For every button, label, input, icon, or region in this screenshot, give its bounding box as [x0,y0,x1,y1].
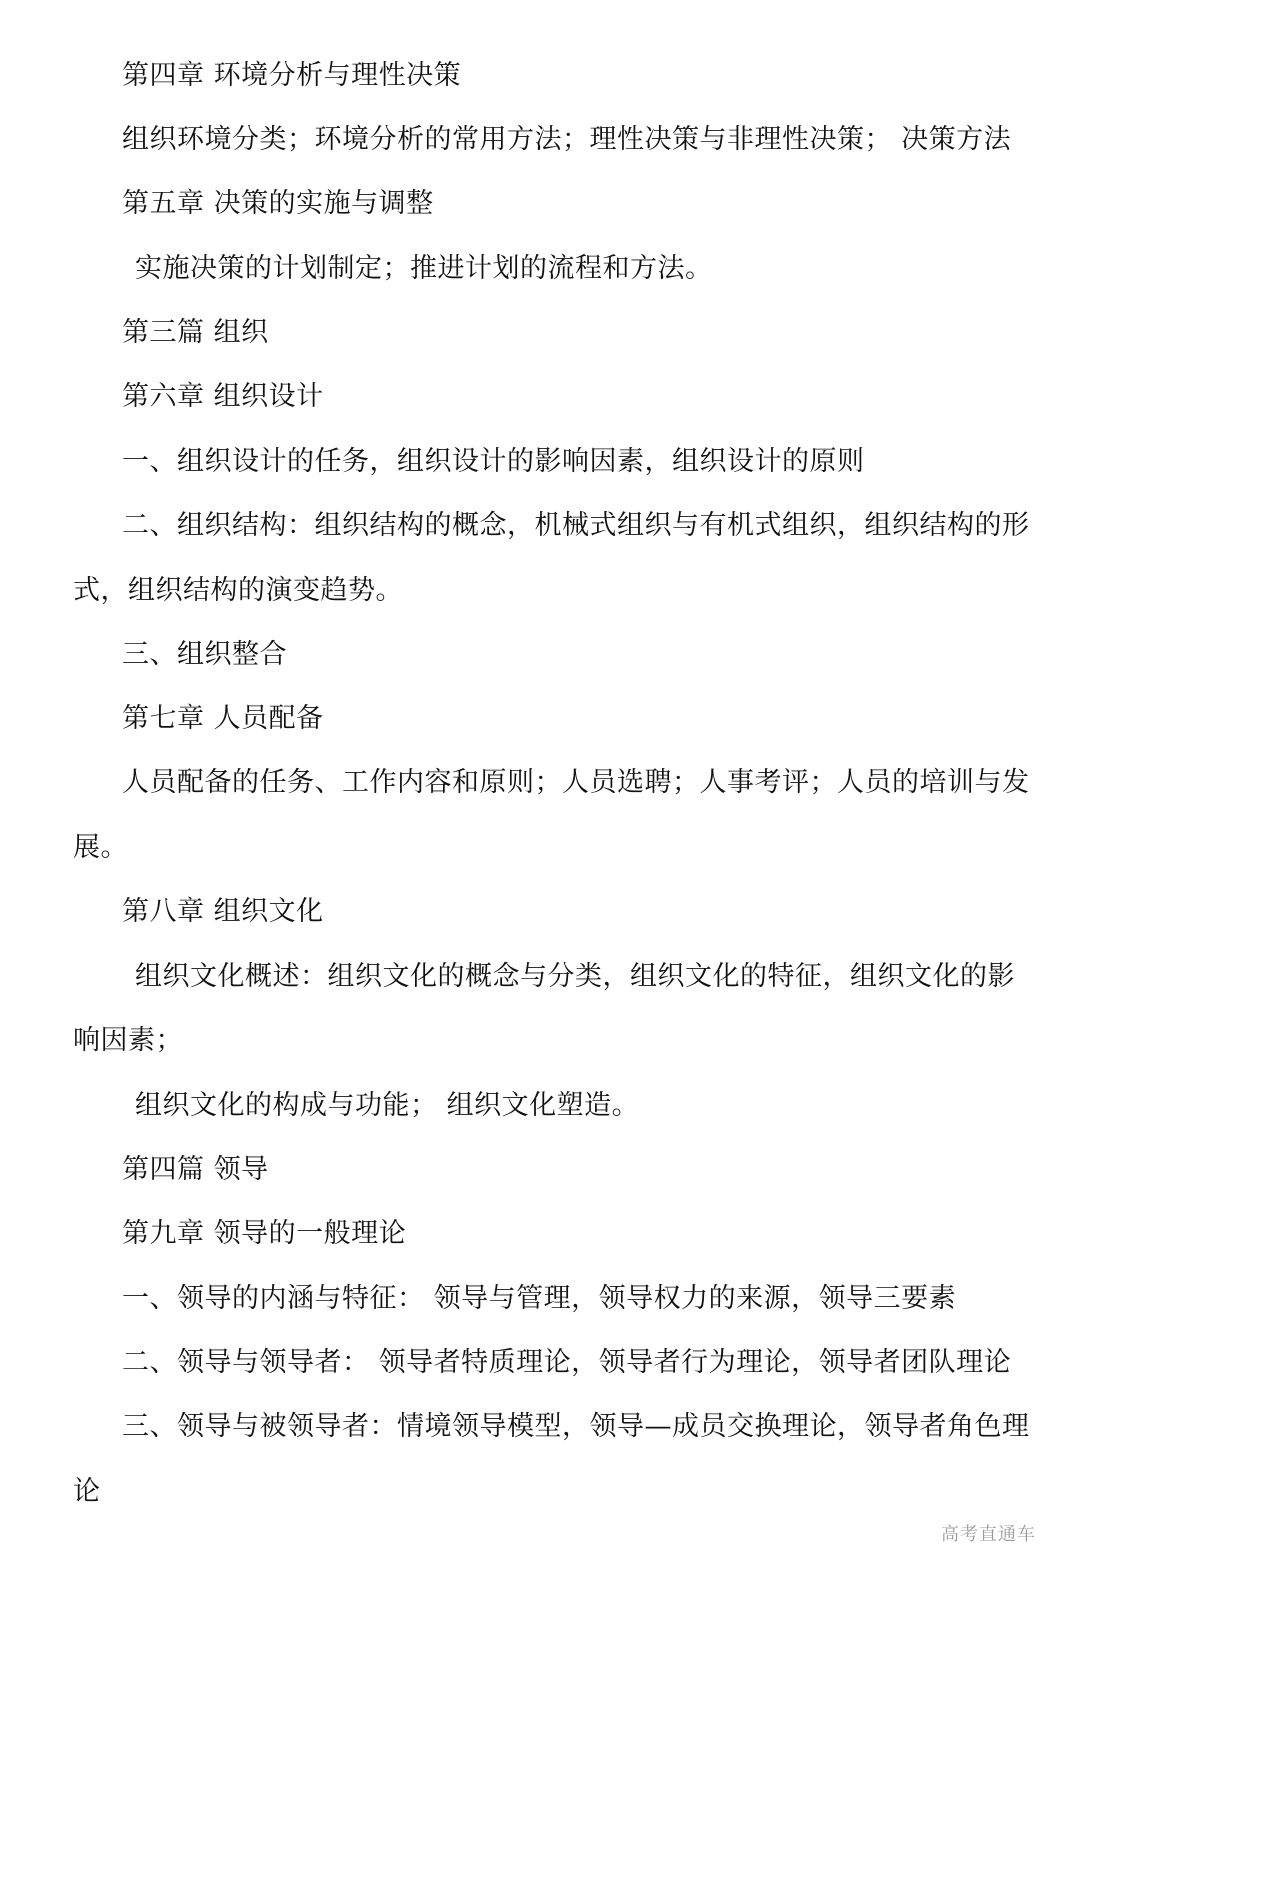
watermark: 高考直通车 [941,1524,1036,1545]
chapter-6-item-2: 二、组织结构：组织结构的概念，机械式组织与有机式组织，组织结构的形 [122,510,1030,541]
chapter-9-item-2: 二、领导与领导者： 领导者特质理论，领导者行为理论，领导者团队理论 [122,1347,1012,1378]
chapter-4-heading: 第四章 环境分析与理性决策 [122,60,462,91]
chapter-6-item-1: 一、组织设计的任务，组织设计的影响因素，组织设计的原则 [122,446,865,477]
chapter-8-content-2: 组织文化的构成与功能； 组织文化塑造。 [135,1090,640,1121]
chapter-8-content-1-cont: 响因素； [73,1025,183,1056]
chapter-7-heading: 第七章 人员配备 [122,703,324,734]
chapter-9-item-1: 一、领导的内涵与特征： 领导与管理，领导权力的来源，领导三要素 [122,1283,957,1314]
chapter-9-item-3-cont: 论 [73,1476,101,1507]
chapter-5-heading: 第五章 决策的实施与调整 [122,188,434,219]
part-4-heading: 第四篇 领导 [122,1154,269,1185]
chapter-7-content: 人员配备的任务、工作内容和原则；人员选聘；人事考评；人员的培训与发 [122,767,1030,798]
chapter-6-heading: 第六章 组织设计 [122,381,324,412]
chapter-8-content-1: 组织文化概述：组织文化的概念与分类，组织文化的特征，组织文化的影 [135,961,1015,992]
chapter-7-content-cont: 展。 [73,832,128,863]
chapter-6-item-2-cont: 式，组织结构的演变趋势。 [73,575,403,606]
chapter-9-item-3: 三、领导与被领导者：情境领导模型，领导—成员交换理论，领导者角色理 [122,1411,1030,1442]
part-3-heading: 第三篇 组织 [122,317,269,348]
chapter-5-content: 实施决策的计划制定；推进计划的流程和方法。 [135,253,713,284]
chapter-4-content: 组织环境分类；环境分析的常用方法；理性决策与非理性决策； 决策方法 [122,124,1012,155]
chapter-8-heading: 第八章 组织文化 [122,896,324,927]
chapter-6-item-3: 三、组织整合 [122,639,287,670]
chapter-9-heading: 第九章 领导的一般理论 [122,1218,407,1249]
